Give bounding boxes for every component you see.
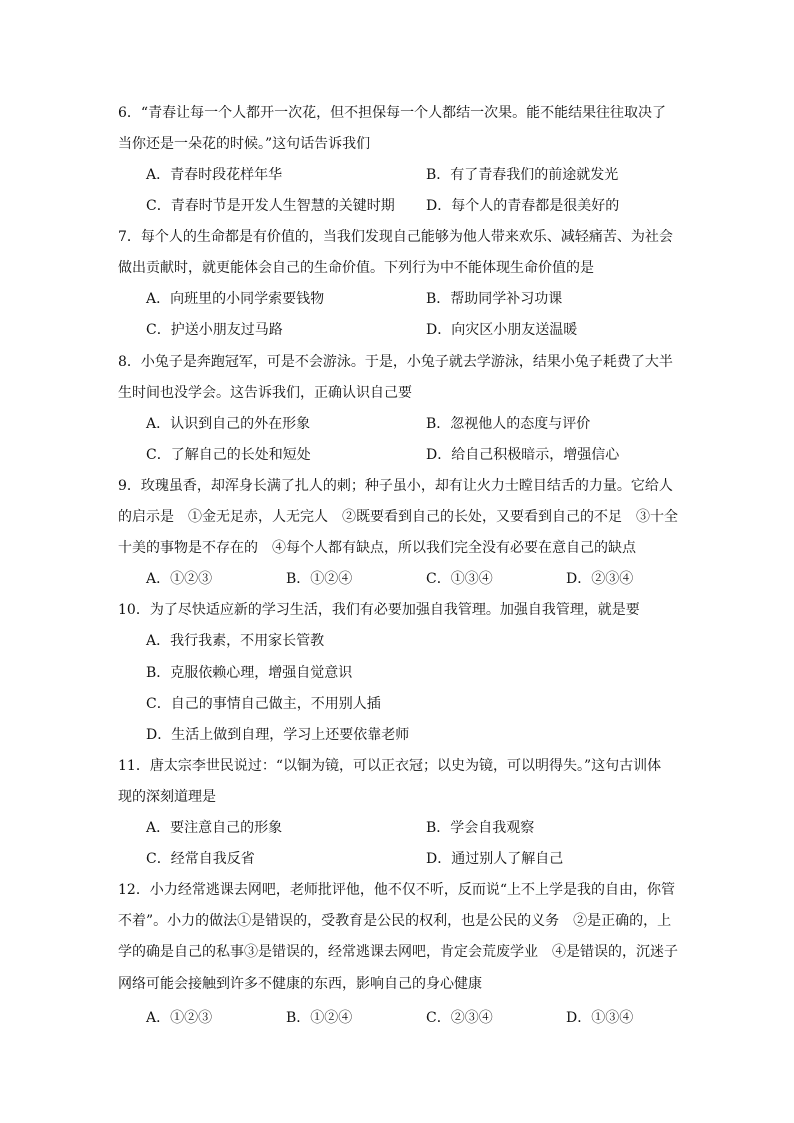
question-7-option-b: B．帮助同学补习功课 xyxy=(426,291,563,307)
question-11-option-d: D．通过别人了解自己 xyxy=(426,851,564,867)
question-7-stem-line-2: 做出贡献时，就更能体会自己的生命价值。下列行为中不能体现生命价值的是 xyxy=(118,260,594,276)
question-11-option-a: A．要注意自己的形象 xyxy=(146,820,283,836)
question-9-option-c: C．①③④ xyxy=(426,571,493,587)
question-12-option-a: A．①②③ xyxy=(146,1010,213,1026)
question-11-option-b: B．学会自我观察 xyxy=(426,820,535,836)
question-10-option-c: C．自己的事情自己做主，不用别人插 xyxy=(146,696,381,712)
question-6-option-b: B．有了青春我们的前途就发光 xyxy=(426,167,619,183)
question-10-stem-line-1: 10．为了尽快适应新的学习生活，我们有必要加强自我管理。加强自我管理，就是要 xyxy=(118,602,640,618)
question-12-stem-line-2: 不着”。小力的做法①是错误的，受教育是公民的权利，也是公民的义务 ②是正确的，上 xyxy=(118,913,672,929)
question-12-stem-line-4: 网络可能会接触到许多不健康的东西，影响自己的身心健康 xyxy=(118,976,482,992)
question-6-option-c: C．青春时节是开发人生智慧的关键时期 xyxy=(146,198,395,214)
question-8-stem-line-2: 生时间也没学会。这告诉我们，正确认识自己要 xyxy=(118,385,412,401)
question-7-option-d: D．向灾区小朋友送温暖 xyxy=(426,322,578,338)
question-7-stem-line-1: 7．每个人的生命都是有价值的，当我们发现自己能够为他人带来欢乐、减轻痛苦、为社会 xyxy=(118,229,673,245)
question-10-option-d: D．生活上做到自理，学习上还要依靠老师 xyxy=(146,727,410,743)
question-12-stem-line-1: 12．小力经常逃课去网吧，老师批评他，他不仅不听，反而说“上不上学是我的自由，你管 xyxy=(118,882,675,898)
question-9-stem-line-3: 十美的事物是不存在的 ④每个人都有缺点，所以我们完全没有必要在意自己的缺点 xyxy=(118,540,636,556)
question-9-option-d: D．②③④ xyxy=(566,571,634,587)
question-9-stem-line-1: 9．玫瑰虽香，却浑身长满了扎人的刺；种子虽小，却有让火力士瞠目结舌的力量。它给人 xyxy=(118,478,673,494)
question-8-option-d: D．给自己积极暗示，增强信心 xyxy=(426,447,620,463)
question-8-stem-line-1: 8．小兔子是奔跑冠军，可是不会游泳。于是，小兔子就去学游泳，结果小兔子耗费了大半 xyxy=(118,354,673,370)
question-7-option-c: C．护送小朋友过马路 xyxy=(146,322,283,338)
question-12-option-b: B．①②④ xyxy=(286,1010,353,1026)
question-6-stem-line-1: 6．“青春让每一个人都开一次花，但不担保每一个人都结一次果。能不能结果往往取决了 xyxy=(118,105,667,121)
question-7-option-a: A．向班里的小同学索要钱物 xyxy=(146,291,325,307)
question-12-option-d: D．①③④ xyxy=(566,1010,634,1026)
question-8-option-c: C．了解自己的长处和短处 xyxy=(146,447,311,463)
question-9-option-b: B．①②④ xyxy=(286,571,353,587)
question-6-stem-line-2: 当你还是一朵花的时候。”这句话告诉我们 xyxy=(118,136,371,152)
question-8-option-b: B．忽视他人的态度与评价 xyxy=(426,416,591,432)
question-10-option-b: B．克服依赖心理，增强自觉意识 xyxy=(146,665,353,681)
question-9-option-a: A．①②③ xyxy=(146,571,213,587)
question-10-option-a: A．我行我素，不用家长管教 xyxy=(146,633,325,649)
question-11-stem-line-2: 现的深刻道理是 xyxy=(118,789,216,805)
question-12-option-c: C．②③④ xyxy=(426,1010,493,1026)
question-8-option-a: A．认识到自己的外在形象 xyxy=(146,416,311,432)
question-6-option-d: D．每个人的青春都是很美好的 xyxy=(426,198,620,214)
question-6-option-a: A．青春时段花样年华 xyxy=(146,167,283,183)
question-11-option-c: C．经常自我反省 xyxy=(146,851,255,867)
question-9-stem-line-2: 的启示是 ①金无足赤，人无完人 ②既要看到自己的长处，又要看到自己的不足 ③十全 xyxy=(118,509,678,525)
question-12-stem-line-3: 学的确是自己的私事③是错误的，经常逃课去网吧，肯定会荒废学业 ④是错误的，沉迷子 xyxy=(118,944,678,960)
question-11-stem-line-1: 11．唐太宗李世民说过：“以铜为镜，可以正衣冠；以史为镜，可以明得失。”这句古训体 xyxy=(118,758,662,774)
